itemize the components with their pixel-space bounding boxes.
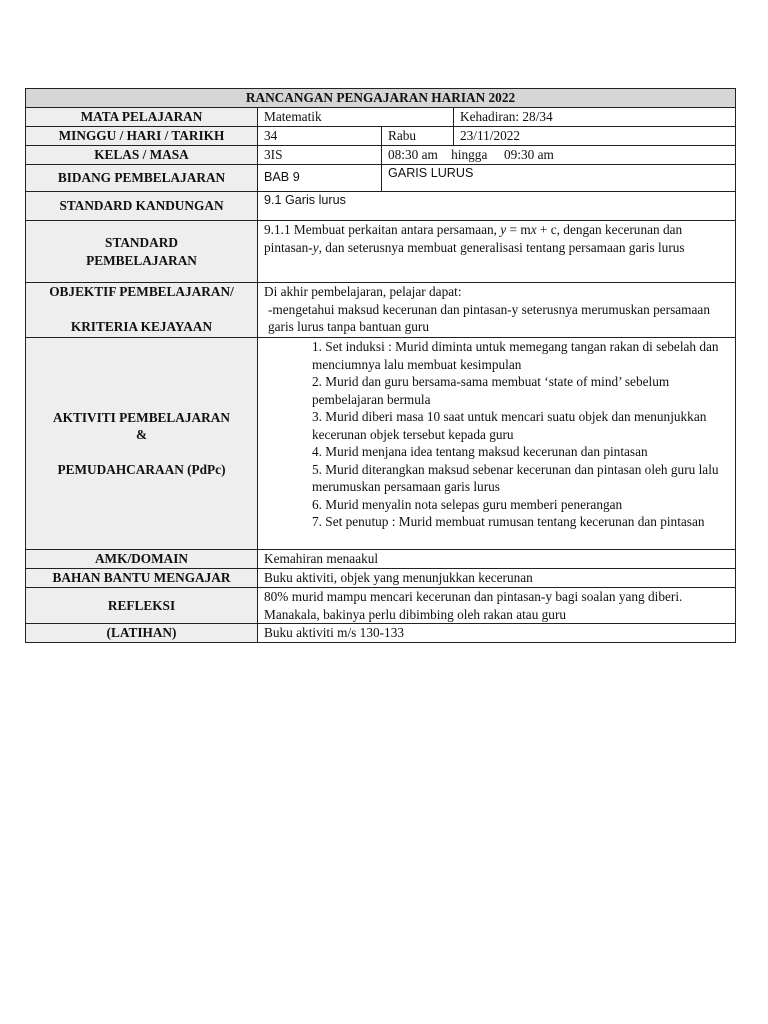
label-aktiviti-line-1: AKTIVITI PEMBELAJARAN bbox=[53, 409, 230, 425]
row-amk bbox=[26, 550, 736, 569]
value-standard-kandungan: 9.1 Garis lurus bbox=[258, 192, 736, 221]
aktiviti-item: 6. Murid menyalin nota selepas guru memberi penerangan bbox=[312, 496, 623, 512]
label-minggu: MINGGU / HARI / TARIKH bbox=[26, 127, 258, 146]
value-amk: Kemahiran menaakul bbox=[258, 550, 736, 569]
objektif-line-2: -mengetahui maksud kecerunan dan pintasan-y seterusnya merumuskan persamaan garis lurus tanpa bantuan guru bbox=[268, 301, 710, 334]
label-amk: AMK/DOMAIN bbox=[26, 550, 258, 569]
sp-text-c: + c, dengan kecerunan dan pintasan- bbox=[264, 222, 683, 255]
masa-hingga: hingga bbox=[451, 147, 488, 163]
value-objektif bbox=[258, 283, 736, 338]
label-standard-kandungan: STANDARD KANDUNGAN bbox=[26, 192, 258, 221]
label-aktiviti-line-2: & bbox=[135, 427, 148, 443]
aktiviti-item: 3. Murid diberi masa 10 saat untuk mencari suatu objek dan menunjukkan kecerunan objek tersebut kepada guru bbox=[312, 409, 707, 442]
sp-var-x: x bbox=[530, 222, 537, 237]
objektif-line-1: Di akhir pembelajaran, pelajar dapat: bbox=[264, 284, 462, 299]
label-objektif bbox=[26, 283, 258, 338]
aktiviti-item: 7. Set penutup : Murid membuat rumusan tentang kecerunan dan pintasan bbox=[312, 514, 705, 529]
rph-table bbox=[25, 88, 736, 643]
row-kelas bbox=[26, 146, 736, 165]
aktiviti-list bbox=[264, 338, 729, 531]
label-standard-pembelajaran bbox=[26, 221, 258, 283]
label-objektif-line-1: OBJEKTIF PEMBELAJARAN/ bbox=[49, 284, 234, 299]
value-tarikh: 23/11/2022 bbox=[454, 127, 736, 146]
sp-text-a: 9.1.1 Membuat perkaitan antara persamaan, bbox=[264, 222, 501, 237]
aktiviti-item: 5. Murid diterangkan maksud sebenar kecerunan dan pintasan oleh guru lalu merumuskan persamaan garis lurus bbox=[312, 461, 719, 494]
row-standard-pembelajaran bbox=[26, 221, 736, 283]
aktiviti-item: 1. Set induksi : Murid diminta untuk memegang tangan rakan di sebelah dan menciumnya lalu membuat kesimpulan bbox=[312, 339, 719, 372]
label-objektif-line-2: KRITERIA KEJAYAAN bbox=[70, 318, 213, 334]
value-kehadiran: Kehadiran: 28/34 bbox=[454, 108, 736, 127]
label-bidang: BIDANG PEMBELAJARAN bbox=[26, 165, 258, 192]
label-latihan: (LATIHAN) bbox=[26, 624, 258, 643]
sp-text-b: = m bbox=[506, 222, 531, 237]
document-title: RANCANGAN PENGAJARAN HARIAN 2022 bbox=[26, 89, 736, 108]
row-refleksi bbox=[26, 588, 736, 624]
masa-tamat: 09:30 am bbox=[503, 147, 554, 163]
row-bidang bbox=[26, 165, 736, 192]
title-row bbox=[26, 89, 736, 108]
label-mata-pelajaran: MATA PELAJARAN bbox=[26, 108, 258, 127]
value-latihan: Buku aktiviti m/s 130-133 bbox=[258, 624, 736, 643]
row-mata-pelajaran bbox=[26, 108, 736, 127]
label-kelas: KELAS / MASA bbox=[26, 146, 258, 165]
label-aktiviti bbox=[26, 338, 258, 550]
row-minggu bbox=[26, 127, 736, 146]
value-aktiviti bbox=[258, 338, 736, 550]
value-hari: Rabu bbox=[382, 127, 454, 146]
sp-var-y2: y bbox=[312, 239, 319, 255]
value-masa bbox=[382, 146, 736, 165]
row-latihan bbox=[26, 624, 736, 643]
row-bahan bbox=[26, 569, 736, 588]
row-standard-kandungan bbox=[26, 192, 736, 221]
sp-var-y: y bbox=[500, 222, 507, 237]
value-minggu: 34 bbox=[258, 127, 382, 146]
value-refleksi: 80% murid mampu mencari kecerunan dan pintasan-y bagi soalan yang diberi. Manakala, bakinya perlu dibimbing oleh rakan atau guru bbox=[258, 588, 736, 624]
label-sp-line-2: PEMBELAJARAN bbox=[86, 252, 197, 268]
label-refleksi: REFLEKSI bbox=[26, 588, 258, 624]
masa-mula: 08:30 am bbox=[388, 147, 438, 163]
value-bahan: Buku aktiviti, objek yang menunjukkan kecerunan bbox=[258, 569, 736, 588]
sp-text-d: , dan seterusnya membuat generalisasi tentang persamaan garis lurus bbox=[318, 239, 685, 255]
value-mata-pelajaran: Matematik bbox=[258, 108, 454, 127]
row-aktiviti bbox=[26, 338, 736, 550]
label-aktiviti-line-3: PEMUDAHCARAAN (PdPc) bbox=[57, 461, 226, 477]
aktiviti-item: 4. Murid menjana idea tentang maksud kecerunan dan pintasan bbox=[312, 444, 648, 459]
label-sp-line-1: STANDARD bbox=[105, 235, 178, 250]
value-topik: GARIS LURUS bbox=[382, 165, 736, 192]
row-objektif bbox=[26, 283, 736, 338]
aktiviti-item: 2. Murid dan guru bersama-sama membuat ‘state of mind’ sebelum pembelajaran bermula bbox=[312, 374, 670, 407]
value-bab: BAB 9 bbox=[258, 165, 382, 192]
value-standard-pembelajaran bbox=[258, 221, 736, 283]
label-bahan: BAHAN BANTU MENGAJAR bbox=[26, 569, 258, 588]
value-kelas: 3IS bbox=[258, 146, 382, 165]
